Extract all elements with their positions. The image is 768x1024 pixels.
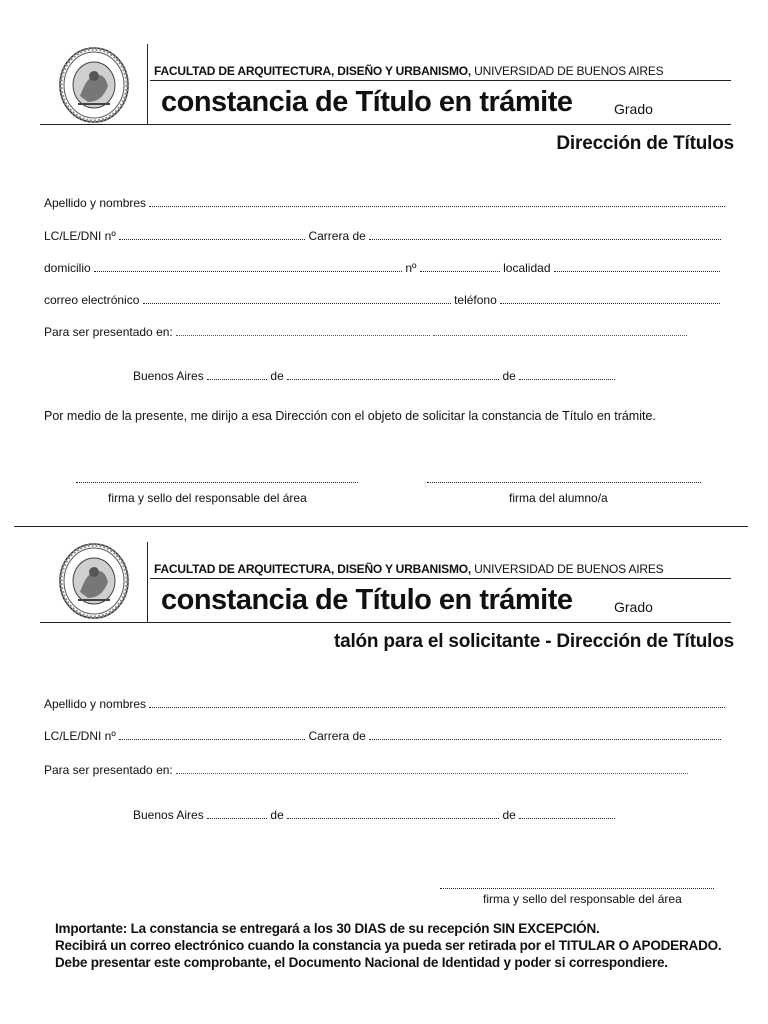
header-divider-vertical xyxy=(147,44,148,125)
telefono-dotted-line[interactable] xyxy=(500,302,720,304)
faculty-name-rest: UNIVERSIDAD DE BUENOS AIRES xyxy=(471,562,664,576)
faculty-name xyxy=(154,64,663,78)
date-month-dotted-line[interactable] xyxy=(287,378,499,380)
carrera-label: Carrera de xyxy=(308,729,366,743)
title-underline xyxy=(40,622,731,623)
signature-line-alumno[interactable] xyxy=(427,470,701,488)
grado-label: Grado xyxy=(614,599,653,615)
important-notice xyxy=(55,920,721,971)
firma-responsable-label: firma y sello del responsable del área xyxy=(483,892,682,906)
faculty-name xyxy=(154,562,663,576)
presentado-dotted-line-2[interactable] xyxy=(433,334,687,336)
apellido-dotted-line[interactable] xyxy=(149,706,725,708)
form2-subtitle: talón para el solicitante - Dirección de Títulos xyxy=(333,631,734,652)
presentado-label: Para ser presentado en: xyxy=(44,325,173,339)
form1-presentado-row xyxy=(44,325,687,339)
important-line-3: Debe presentar este comprobante, el Documento Nacional de Identidad y poder si correspondiere. xyxy=(55,955,668,970)
firma-responsable-label: firma y sello del responsable del área xyxy=(108,491,307,505)
dni-label: LC/LE/DNI nº xyxy=(44,229,116,243)
university-seal-logo xyxy=(58,46,130,124)
numero-dotted-line[interactable] xyxy=(420,270,500,272)
domicilio-label: domicilio xyxy=(44,261,91,275)
document-title: constancia de Título en trámite xyxy=(161,86,573,118)
form1-subtitle: Dirección de Títulos xyxy=(556,133,734,154)
domicilio-dotted-line[interactable] xyxy=(94,270,402,272)
localidad-dotted-line[interactable] xyxy=(554,270,720,272)
faculty-name-bold: FACULTAD DE ARQUITECTURA, DISEÑO Y URBANISMO, xyxy=(154,64,472,78)
document-title: constancia de Título en trámite xyxy=(161,584,573,616)
form1-correo-row xyxy=(44,293,720,307)
date-month-dotted-line[interactable] xyxy=(287,817,499,819)
presentado-label: Para ser presentado en: xyxy=(44,763,173,777)
buenos-aires-label: Buenos Aires xyxy=(133,808,204,822)
signature-line-responsable[interactable] xyxy=(76,470,358,488)
apellido-dotted-line[interactable] xyxy=(149,205,725,207)
form1-date-row xyxy=(133,369,615,383)
correo-dotted-line[interactable] xyxy=(143,302,451,304)
faculty-name-rest: UNIVERSIDAD DE BUENOS AIRES xyxy=(471,64,664,78)
de-label: de xyxy=(502,369,516,383)
date-year-dotted-line[interactable] xyxy=(519,378,615,380)
university-seal-logo xyxy=(58,542,130,620)
date-year-dotted-line[interactable] xyxy=(519,817,615,819)
form1-domicilio-row xyxy=(44,261,720,275)
form1-body-text: Por medio de la presente, me dirijo a esa Dirección con el objeto de solicitar la constancia de Título en trámite. xyxy=(44,409,656,423)
presentado-dotted-line[interactable] xyxy=(176,772,688,774)
carrera-dotted-line[interactable] xyxy=(369,238,721,240)
title-underline xyxy=(40,124,731,125)
form2-presentado-row xyxy=(44,763,688,777)
de-label: de xyxy=(502,808,516,822)
firma-alumno-label: firma del alumno/a xyxy=(509,491,608,505)
carrera-label: Carrera de xyxy=(308,229,366,243)
header-rule xyxy=(150,578,731,579)
form2-dni-row xyxy=(44,729,721,743)
date-day-dotted-line[interactable] xyxy=(207,817,267,819)
important-line-2: Recibirá un correo electrónico cuando la constancia ya pueda ser retirada por el TITULAR O APODERADO. xyxy=(55,938,722,953)
de-label: de xyxy=(270,369,284,383)
localidad-label: localidad xyxy=(503,261,551,275)
presentado-dotted-line-1[interactable] xyxy=(176,334,430,336)
header-divider-vertical xyxy=(147,542,148,623)
numero-label: nº xyxy=(405,261,417,275)
apellido-label: Apellido y nombres xyxy=(44,697,147,711)
form2-apellido-field[interactable] xyxy=(44,697,725,711)
dni-label: LC/LE/DNI nº xyxy=(44,729,116,743)
apellido-label: Apellido y nombres xyxy=(44,196,147,210)
cut-line xyxy=(14,526,748,527)
date-day-dotted-line[interactable] xyxy=(207,378,267,380)
header-rule xyxy=(150,80,731,81)
dni-dotted-line[interactable] xyxy=(119,738,305,740)
faculty-name-bold: FACULTAD DE ARQUITECTURA, DISEÑO Y URBANISMO, xyxy=(154,562,472,576)
buenos-aires-label: Buenos Aires xyxy=(133,369,204,383)
form2-date-row xyxy=(133,808,615,822)
telefono-label: teléfono xyxy=(454,293,497,307)
carrera-dotted-line[interactable] xyxy=(369,738,721,740)
important-line-1: Importante: La constancia se entregará a los 30 DIAS de su recepción SIN EXCEPCIÓN. xyxy=(55,921,600,936)
de-label: de xyxy=(270,808,284,822)
grado-label: Grado xyxy=(614,101,653,117)
dni-dotted-line[interactable] xyxy=(119,238,305,240)
form1-dni-row xyxy=(44,229,721,243)
correo-label: correo electrónico xyxy=(44,293,140,307)
form1-apellido-field[interactable] xyxy=(44,196,725,210)
